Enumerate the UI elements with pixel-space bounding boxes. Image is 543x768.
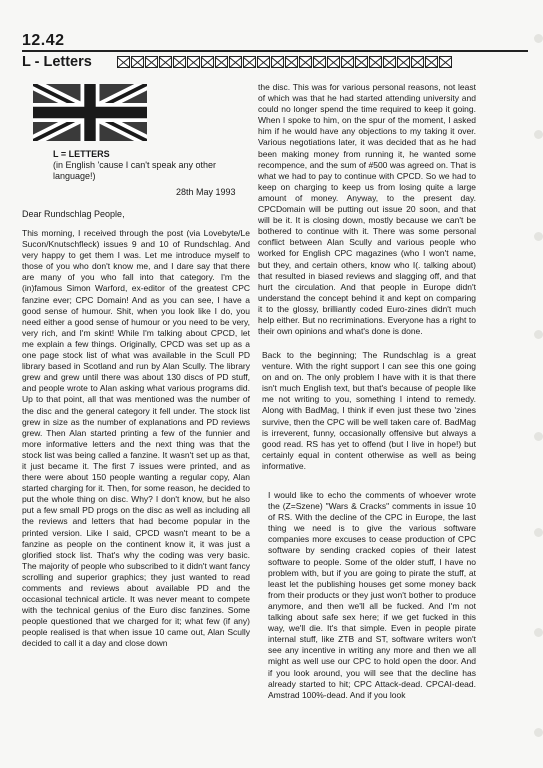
crossed-box-icon bbox=[299, 56, 312, 68]
page-number: 12.42 bbox=[22, 32, 65, 49]
crossed-box-icon bbox=[117, 56, 130, 68]
crossed-box-icon bbox=[187, 56, 200, 68]
crossed-box-icon bbox=[425, 56, 438, 68]
section-title: L - Letters bbox=[22, 54, 92, 70]
binder-hole bbox=[534, 728, 543, 737]
crossed-box-icon bbox=[145, 56, 158, 68]
crossed-box-icon bbox=[355, 56, 368, 68]
crossed-box-icon bbox=[327, 56, 340, 68]
crossed-box-icon bbox=[369, 56, 382, 68]
decorative-box-row bbox=[117, 56, 452, 70]
header-rule bbox=[22, 50, 528, 52]
binder-hole bbox=[534, 628, 543, 637]
binder-hole bbox=[534, 330, 543, 339]
union-jack-flag-icon bbox=[33, 84, 147, 141]
crossed-box-icon bbox=[215, 56, 228, 68]
binder-hole bbox=[534, 130, 543, 139]
crossed-box-icon bbox=[271, 56, 284, 68]
crossed-box-icon bbox=[285, 56, 298, 68]
binder-hole bbox=[534, 528, 543, 537]
crossed-box-icon bbox=[383, 56, 396, 68]
paragraph: the disc. This was for various personal reasons, not least of which was that he had started attending university and could no longer spend the time required to keep it going. When I spoke to him, on the spur of the moment, I asked him if he would have any objections to my taking it over. Various negotiations later, it was decided that as he had been making money from running it, he wanted some recompence, and the sum of #500 was agreed on. That is what we had to pay to continue with CPCD. So we had to keep on charging to keep us from losing quite a large amount of money. Anyway, to the present day. CPCDomain will be putting out issue 20 soon, and that will be it. It is closing down, mostly because we can't be bothered to continue with it. There was some personal conflict between Alan Scully and various people who worked for English CPC magazines (who I won't name, but they, and certain others, know who I(. talking about) that resulted in biased reviews and slagging off, and that hurt the circulation. And that people in Europe didn't understand the concept behind it and kept on comparing it to the glossy, brilliantly coded Euro-zines didn't much help either. But no recriminations. Everyone has a right to their own opinions and what's done is done. bbox=[258, 82, 476, 337]
crossed-box-icon bbox=[243, 56, 256, 68]
letter-heading bbox=[53, 149, 253, 182]
binder-hole bbox=[534, 34, 543, 43]
crossed-box-icon bbox=[411, 56, 424, 68]
crossed-box-icon bbox=[201, 56, 214, 68]
crossed-box-icon bbox=[313, 56, 326, 68]
crossed-box-icon bbox=[229, 56, 242, 68]
crossed-box-icon bbox=[257, 56, 270, 68]
paragraph: This morning, I received through the post (via Lovebyte/Le Sucon/Knutschfleck) issues 9 and 10 of Rundschlag. And very happy to get them I was. Let me introduce myself to those of you who don't know me, and I dare say that there are many of you who fall into that category. I'm the (in)famous Simon Warford, ex-editor of the greatest CPC fanzine ever; CPC Domain! And as you can see, I have a good sense of humour. Shit, when you look like I do, you need either a good sense of humour or you need to be very, very rich, and I'm skint! While I'm talking about CPCD, let me explain a few things. Originally, CPCD was set up as a one page stock list of what was available in the Scull PD library based in Scotland and run by Alan Scully. The library grew and grew until there was about 130 discs of PD stuff, and people wrote to Alan asking what various programs did. Up to that point, all that was mentioned was the number of the disc and the general category it fell under. The stock list grew in size as the number of explanations and PD reviews grew. Then Alan started printing a few of the funnier and more informative letters and the next thing was that the stock list was being called a fanzine. It wasn't set up as that, it just became it. The first 7 issues were printed, and as there were about 150 people wanting a regular copy, Alan started charging for it. Then, for some reason, he decided to put the whole thing on disc. Why? I don't know, but he also put a few small PD progs on the disc as well as including all the reviews and letters that had become popular in the printed version. Like I said, CPCD wasn't meant to be a fanzine as people on the continent know it, it was just a glorified stock list. That's why the coding was very basic. The majority of people who subscribed to it didn't want fancy scrolling and superior graphics; they just wanted to read comments and reviews about available PD and the occasional technical article. It was never meant to compete with the technical genius of the Euro disc fanzines. Some people questioned that we charged for it; what few (if any) people realised is that when issue 10 came out, Alan Scully decided to call it a day and close down bbox=[22, 228, 250, 649]
crossed-box-icon bbox=[131, 56, 144, 68]
paragraph: I would like to echo the comments of whoever wrote the (Z=Szene) "Wars & Cracks" comments in issue 10 of RS. With the decline of the CPC in Europe, the last thing we need is to give the various software companies more excuses to cease production of CPC software by sending cracked copies of their latest software to people. Some of the older stuff, I have no problem with, but if you are going to pirate the stuff, at least let the publishing houses get some money back from their products or they just won't bother to produce anymore, and then we'll all be fucked. And I'm not talking about safe sex here; if we get fucked in this way, we'll die. It's that simple. Even in people pirate internal stuff, like ZTB and ST, software writers won't see any incentive in writing any more and then we all might as well use our CPC to hold open the door. And if you look around, you will see that the decline has already started to hit; CPC Attack-dead. CPCAI-dead. Amstrad 100%-dead. And if you look bbox=[268, 490, 476, 700]
crossed-box-icon bbox=[159, 56, 172, 68]
crossed-box-icon bbox=[397, 56, 410, 68]
letter-date: 28th May 1993 bbox=[176, 187, 236, 197]
binder-hole bbox=[534, 432, 543, 441]
heading-subtitle: (in English 'cause I can't speak any other language!) bbox=[53, 160, 217, 181]
heading-title: L = LETTERS bbox=[53, 149, 110, 159]
salutation: Dear Rundschlag People, bbox=[22, 209, 125, 219]
crossed-box-icon bbox=[439, 56, 452, 68]
paragraph: Back to the beginning; The Rundschlag is a great venture. With the right support I can see this one going on and on. The only problem I have with it is that there isn't much English text, but that's because of people like me not writing to you, something I intend to remedy. Along with BadMag, I think if even just these two 'zines survive, then the CPC will be well taken care of. BadMag is irreverent, funny, occasionally offensive but always a good read. RS has yet to offend (but I live in hope!) but certainly equal in content otherwise as well as being informative. bbox=[262, 350, 476, 471]
crossed-box-icon bbox=[341, 56, 354, 68]
binder-hole bbox=[534, 232, 543, 241]
crossed-box-icon bbox=[173, 56, 186, 68]
